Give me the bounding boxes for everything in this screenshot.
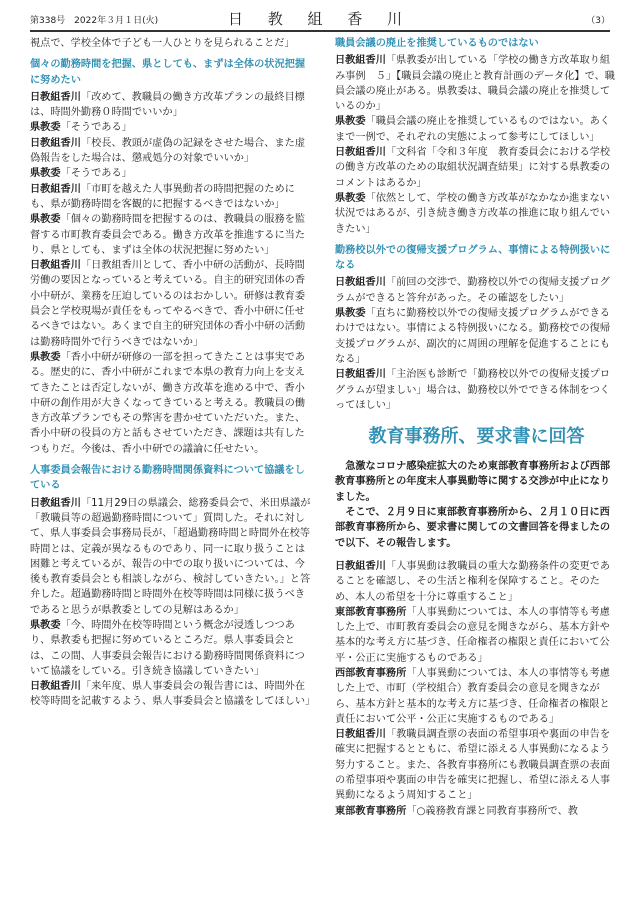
speaker: 県教委 [335,116,366,128]
speaker: 県教委 [30,122,61,134]
dialogue-entry [30,182,313,213]
statement: 「個々の勤務時間を把握するのは、教職員の服務を監督する市町教育委員会である。働き方改革を推進するに当たり、県としても、まずは全体の状況把握に努めたい」 [30,214,306,256]
spacer [335,551,618,559]
dialogue-entry [30,350,313,457]
speaker: 東部教育事務所 [335,606,407,618]
section-heading: 個々の勤務時間を把握、県としても、まずは全体の状況把握に努めたい [30,59,306,86]
dialogue-entry [335,191,618,237]
statement: 「主治医も診断で「勤務校以外での復帰支援プログラムが望ましい」場合は、勤務校以外でできる体制をつくってほしい」 [335,369,611,411]
dialogue-entry [335,306,618,367]
statement: 「11月29日の県議会、総務委員会で、米田県議が「教職員等の超過勤務時間について」質問した。それに対して、県人事委員会事務局長が、「超過勤務時間と時間外在校等時間とは、定義が異なるものであり、同一に取り扱うことは困難と考えているが、報告の中での取り扱いについては、今後も教育委員会とも相談しながら、検討していきたい。」と答弁した。超過勤務時間と時間外在校等時間は同様に扱うべきであると思うが県教委としての見解はあるか」 [30,497,311,616]
statement: 「校長、教頭が虚偽の記録をさせた場合、また虚偽報告をした場合は、懲戒処分の対象でいいか」 [30,137,306,165]
left-column [30,36,316,710]
speaker: 日教組香川 [30,183,81,195]
statement: 「そうである」 [60,168,132,180]
speaker: 東部教育事務所 [335,805,407,817]
statement: 「来年度、県人事委員会の報告書には、時間外在校等時間を記載するよう、県人事委員会と協議をしてほしい」 [30,681,316,708]
speaker: 県教委 [30,214,61,226]
speaker: 西部教育事務所 [335,667,407,679]
dialogue-entry [335,666,618,727]
dialogue-entry [30,212,313,258]
statement: 「人事異動は教職員の重大な勤務条件の変更であることを確認し、その生活と権利を保障すること。そのため、本人の希望を十分に尊重すること」 [335,560,611,603]
speaker: 日教組香川 [30,681,81,693]
page-header [30,8,610,32]
dialogue-entry [335,804,618,819]
dialogue-entry [335,559,618,605]
issue-date: 第338号 2022年３月１日(火) [30,16,159,26]
dialogue-entry [30,166,313,181]
lead-paragraph: 急激なコロナ感染症拡大のため東部教育事務所および西部教育事務所との年度末人事異動等に関する交渉が中止になりました。 [335,461,611,503]
statement: 「今、時間外在校等時間という概念が浸透しつつあり、県教委も把握に努めているところだ。県人事委員会とは、この間、人事委員会報告における勤務時間関係資料について協議をしている。引き続き協議していきたい」 [30,619,305,677]
dialogue-entry [335,367,618,413]
speaker: 日教組香川 [30,137,81,149]
dialogue-entry [335,114,618,145]
dialogue-entry [30,120,313,135]
speaker: 日教組香川 [30,91,81,103]
speaker: 県教委 [335,308,366,320]
dialogue-entry [30,136,313,167]
page-number: （3） [586,16,610,26]
speaker: 日教組香川 [335,560,386,572]
lead-paragraph: そこで、２月９日に東部教育事務所から、２月１０日に西部教育事務所から、要求書に関しての文書回答を得ましたので以下、その報告します。 [335,507,611,549]
section-heading: 職員会議の廃止を推奨しているものではない [335,38,539,49]
speaker: 県教委 [335,192,366,204]
statement: 「人事異動については、本人の事情等も考慮した上で、市町教育委員会の意見を聞きながら、基本方針や基本的な考え方に基づき、任命権者の権限と責任において公平・公正に実施するものである」 [335,606,610,664]
statement: 「人事異動については、本人の事情等も考慮した上で、市町（学校組合）教育委員会の意見を聞きながら、基本方針と基本的な考え方に基づき、任命権者の権限と責任において公平・公正に実施するものである」 [335,667,610,725]
speaker: 日教組香川 [335,55,386,67]
statement: 「職員会議の廃止を推奨しているものではない。あくまで一例で、それぞれの実態によって参考にしてほしい」 [335,116,611,143]
speaker: 県教委 [30,351,61,363]
statement: 「県教委が出している「学校の働き方改革取り組み事例 ５」【職員会議の廃止と教育計画のデータ化】で、職員会議の廃止がある。県教委は、職員会議の廃止を推奨しているのか」 [335,55,615,113]
speaker: 日教組香川 [335,147,386,159]
speaker: 県教委 [30,168,61,180]
statement: 「日教組香川として、香小中研の活動が、長時間労働の要因となっていると考えている。自主的研究団体の香小中研が、業務を圧迫しているのはおかしい。研修は教育委員会と学校現場が責任をもってやるべきで、香小中研に任せるべきではない。あくまで自主的研究団体の香小中研の活動は勤務時間外で行うべきではないか」 [30,260,306,348]
speaker: 日教組香川 [30,260,81,272]
dialogue-entry [30,90,313,121]
dialogue-entry [335,145,618,191]
statement: 「教職員調査票の表面の希望事項や裏面の申告を確実に把握するとともに、希望に添える人事異動になるよう努力すること。また、各教育事務所にも教職員調査票の表面の希望事項や裏面の申告を確実に把握し、希望に添える人事異動になるよう周知すること」 [335,729,611,802]
speaker: 日教組香川 [335,277,386,289]
dialogue-entry [335,275,618,306]
statement: 「○義務教育課と同教育事務所で、教 [406,805,578,817]
dialogue-entry [30,258,313,350]
section-heading: 勤務校以外での復帰支援プログラム、事情による特例扱いになる [335,244,611,272]
statement: 「市町を越えた人事異動者の時間把握のためにも、県が勤務時間を客観的に把握するべきではないか」 [30,183,295,210]
paragraph: 視点で、学校全体で子ども一人ひとりを見られることだ」 [30,38,295,49]
major-heading: 教育事務所、要求書に回答 [368,426,585,448]
statement: 「香小中研が研修の一部を担ってきたことは事実である。歴史的に、香小中研がこれまで本県の教育力向上を支えてきたことは否定しないが、働き方改革を進める中で、香小中研の創作用が大きくなってきていると考える。教職員の働き方改革プランでもその弊害を書かせていただいた。また、香小中研の役員の方と話もさせていただき、課題は共有したつもりだ。今後は、香小中研での議論に任せたい。 [30,351,306,455]
statement: 「改めて、教職員の働き方改革プランの最終目標は、時間外勤務０時間でいいか」 [30,91,305,119]
dialogue-entry [30,618,313,679]
speaker: 県教委 [30,619,61,631]
dialogue-entry [335,727,618,803]
right-column [335,36,618,819]
dialogue-entry [30,496,313,618]
statement: 「直ちに勤務校以外での復帰支援プログラムができるわけではない。事情による特例扱いになる。勤務校での復帰支援プログラムが、副次的に周囲の理解を促進することにもなる」 [335,308,611,365]
section-heading: 人事委員会報告における勤務時間関係資料について協議をしている [30,465,305,492]
newsletter-title: 日 教 組 香 川 [227,10,413,28]
dialogue-entry [335,53,618,114]
dialogue-entry [30,679,316,710]
speaker: 日教組香川 [30,497,81,509]
statement: 「依然として、学校の働き方改革がなかなか進まない状況ではあるが、引き続き働き方改革の推進に取り組んでいきたい」 [335,192,611,235]
dialogue-entry [335,605,618,666]
speaker: 日教組香川 [335,729,386,741]
statement: 「そうである」 [60,122,132,134]
statement: 「文科省「令和３年度 教育委員会における学校の働き方改革のための取組状況調査結果」に対する県教委のコメントはあるか」 [335,147,611,189]
speaker: 日教組香川 [335,369,386,381]
statement: 「前回の交渉で、勤務校以外での復帰支援プログラムができると答弁があった。その確認をしたい」 [335,277,610,304]
